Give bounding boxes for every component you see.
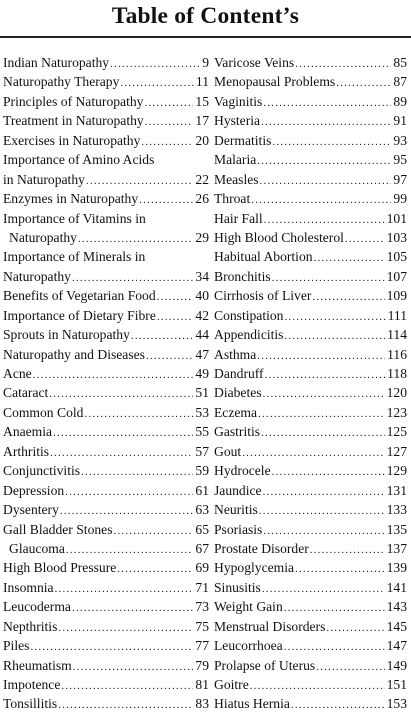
toc-entry-title: Insomnia [3, 579, 54, 595]
toc-entry-title: Glaucoma [9, 540, 65, 556]
toc-leader-dots [251, 191, 391, 210]
toc-page-number: 127 [386, 443, 407, 459]
toc-entry-title: Gout [214, 443, 242, 459]
toc-entry [214, 636, 407, 655]
toc-leader-dots [336, 74, 391, 93]
toc-entry [3, 422, 209, 441]
toc-entry-title: Asthma [214, 346, 257, 362]
toc-page-number: 99 [393, 191, 407, 207]
toc-page-number: 125 [386, 424, 407, 440]
toc-entry-title-cont: Naturopathy [9, 229, 77, 245]
toc-entry [3, 209, 209, 248]
toc-entry-title: Treatment in Naturopathy [3, 113, 144, 129]
toc-leader-dots [272, 463, 385, 482]
toc-entry-title: Dermatitis [214, 132, 272, 148]
toc-page-number: 71 [195, 579, 209, 595]
toc-entry [3, 150, 209, 189]
toc-entry [214, 461, 407, 480]
toc-entry [214, 656, 407, 675]
toc-entry-title: Weight Gain [214, 599, 283, 615]
toc-entry [214, 403, 407, 422]
toc-entry [214, 481, 407, 500]
toc-left-column [3, 53, 209, 714]
toc-page-number: 139 [386, 560, 407, 576]
toc-entry [214, 53, 407, 72]
toc-leader-dots [117, 560, 193, 579]
toc-right-column [214, 53, 407, 714]
toc-leader-dots [345, 230, 385, 249]
toc-entry [3, 461, 209, 480]
toc-entry [3, 345, 209, 364]
toc-entry-title: Hair Fall [214, 210, 263, 226]
toc-leader-dots [312, 288, 384, 307]
toc-entry-title: Prostate Disorder [214, 540, 309, 556]
toc-entry-title-cont: in Naturopathy [3, 171, 85, 187]
toc-page-number: 15 [195, 93, 209, 109]
toc-entry-title: Indian Naturopathy [3, 55, 110, 70]
toc-leader-dots [157, 288, 194, 307]
toc-leader-dots [263, 385, 385, 404]
toc-entry [214, 228, 407, 247]
toc-entry-title: Gastritis [214, 424, 261, 440]
toc-leader-dots [65, 483, 193, 502]
toc-entry [214, 170, 407, 189]
toc-page-number: 129 [386, 463, 407, 479]
toc-entry-title: Exercises in Naturopathy [3, 132, 141, 148]
toc-page-number: 51 [195, 385, 209, 401]
toc-entry-title: Arthritis [3, 443, 50, 459]
toc-entry-title: Importance of Minerals in [3, 249, 146, 265]
toc-page-number: 109 [386, 288, 407, 304]
toc-entry-title: Sprouts in Naturopathy [3, 327, 130, 343]
toc-page-number: 120 [386, 385, 407, 401]
toc-entry-title: Constipation [214, 307, 284, 323]
toc-entry [214, 422, 407, 441]
toc-entry [214, 131, 407, 150]
toc-leader-dots [265, 366, 386, 385]
toc-entry-title: Jaundice [214, 482, 262, 498]
toc-entry-title: Cataract [3, 385, 49, 401]
toc-entry-title: Naturopathy and Diseases [3, 346, 145, 362]
toc-page-number: 107 [386, 268, 407, 284]
toc-page-number: 79 [195, 657, 209, 673]
toc-page-number: 143 [386, 599, 407, 615]
toc-page-number: 22 [195, 171, 209, 187]
toc-entry-title: Menstrual Disorders [214, 618, 326, 634]
toc-page-number: 83 [195, 696, 209, 712]
toc-page-number: 114 [387, 327, 407, 343]
toc-page-number: 49 [195, 366, 209, 382]
toc-page-number: 91 [393, 113, 407, 129]
toc-entry-title: Rheumatism [3, 657, 72, 673]
toc-page-number: 44 [195, 327, 209, 343]
toc-entry [214, 267, 407, 286]
toc-entry [3, 53, 209, 72]
toc-page-number: 153 [386, 696, 407, 712]
toc-page-number: 63 [195, 502, 209, 518]
toc-entry [3, 694, 209, 713]
toc-page-number: 93 [393, 132, 407, 148]
toc-page-number: 77 [195, 638, 209, 654]
toc-leader-dots [258, 405, 385, 424]
toc-entry-title: Menopausal Problems [214, 74, 336, 90]
toc-entry [3, 247, 209, 286]
toc-entry [3, 539, 209, 558]
toc-leader-dots [58, 696, 193, 715]
toc-leader-dots [84, 405, 193, 424]
toc-entry-title: Prolapse of Uterus [214, 657, 316, 673]
toc-entry [3, 636, 209, 655]
toc-entry [3, 558, 209, 577]
toc-entry [3, 364, 209, 383]
page-title: Table of Content’s [111, 3, 300, 29]
toc-page-number: 67 [195, 540, 209, 556]
toc-leader-dots [295, 560, 385, 579]
toc-page-number: 131 [386, 482, 407, 498]
toc-entry-line [3, 267, 209, 286]
toc-page-number: 87 [393, 74, 407, 90]
toc-entry [3, 520, 209, 539]
toc-entry [3, 286, 209, 305]
toc-entry-title: Acne [3, 366, 32, 382]
toc-page-number: 89 [393, 93, 407, 109]
toc-page-number: 141 [386, 579, 407, 595]
toc-entry [3, 656, 209, 675]
toc-entry [214, 189, 407, 208]
toc-entry-line [3, 170, 209, 189]
toc-entry-title: Leucorrhoea [214, 638, 283, 654]
toc-leader-dots [272, 133, 391, 152]
toc-leader-dots [114, 522, 194, 541]
toc-leader-dots [61, 677, 193, 696]
toc-leader-dots [314, 249, 385, 268]
toc-page-number: 85 [393, 55, 407, 70]
toc-page-number: 9 [202, 55, 209, 70]
toc-entry [3, 72, 209, 91]
toc-entry [214, 345, 407, 364]
toc-entry [3, 442, 209, 461]
toc-page-number: 133 [386, 502, 407, 518]
toc-leader-dots [110, 55, 200, 74]
toc-entry-title: Piles [3, 638, 30, 654]
toc-page-number: 59 [195, 463, 209, 479]
toc-entry [3, 325, 209, 344]
toc-leader-dots [291, 696, 385, 715]
toc-entry-title: Dysentery [3, 502, 59, 518]
toc-leader-dots [157, 308, 194, 327]
toc-entry-title: Eczema [214, 404, 258, 420]
toc-entry [214, 597, 407, 616]
toc-page-number: 11 [195, 74, 209, 90]
toc-page-number: 20 [195, 132, 209, 148]
toc-entry-title: Psoriasis [214, 521, 263, 537]
toc-entry [214, 520, 407, 539]
toc-leader-dots [310, 541, 385, 560]
toc-entry-title: Enzymes in Naturopathy [3, 191, 139, 207]
toc-entry [3, 481, 209, 500]
toc-entry-title: Measles [214, 171, 259, 187]
toc-entry-title: Conjunctivitis [3, 463, 81, 479]
toc-entry-title: Sinusitis [214, 579, 261, 595]
toc-page-number: 40 [195, 288, 209, 304]
toc-page-number: 47 [195, 346, 209, 362]
toc-leader-dots [58, 619, 193, 638]
toc-page-number: 73 [195, 599, 209, 615]
toc-entry-title: Importance of Vitamins in [3, 210, 146, 226]
toc-page-number: 123 [386, 404, 407, 420]
toc-entry [3, 189, 209, 208]
toc-entry-title: Importance of Dietary Fibre [3, 307, 156, 323]
toc-entry-title: High Blood Pressure [3, 560, 117, 576]
toc-leader-dots [263, 483, 385, 502]
toc-entry-title: Benefits of Vegetarian Food [3, 288, 156, 304]
toc-entry-title: Anaemia [3, 424, 53, 440]
toc-leader-dots [326, 619, 384, 638]
toc-entry [3, 306, 209, 325]
toc-entry [214, 578, 407, 597]
toc-page-number: 95 [393, 152, 407, 168]
toc-leader-dots [263, 94, 391, 113]
toc-leader-dots [145, 113, 194, 132]
toc-leader-dots [284, 327, 385, 346]
toc-entry-title: Diabetes [214, 385, 262, 401]
toc-leader-dots [72, 599, 193, 618]
toc-entry-title: Malaria [214, 152, 257, 168]
toc-entry [214, 92, 407, 111]
toc-entry-title: High Blood Cholesterol [214, 229, 344, 245]
toc-entry-title: Nepthritis [3, 618, 58, 634]
toc-entry [214, 111, 407, 130]
toc-entry [214, 539, 407, 558]
toc-page-number: 55 [195, 424, 209, 440]
toc-entry [214, 72, 407, 91]
toc-page-number: 149 [386, 657, 407, 673]
toc-page-number: 34 [195, 268, 209, 284]
toc-leader-dots [257, 347, 385, 366]
toc-entry [3, 500, 209, 519]
toc-entry [3, 617, 209, 636]
toc-entry-line [3, 228, 209, 247]
toc-entry [3, 597, 209, 616]
toc-entry-title: Bronchitis [214, 268, 271, 284]
toc-entry-title: Leucoderma [3, 599, 71, 615]
toc-entry-title: Goitre [214, 677, 249, 692]
toc-entry [214, 442, 407, 461]
toc-entry-title: Impotence [3, 677, 61, 693]
toc-entry-title: Hiatus Hernia [214, 696, 290, 712]
toc-entry [214, 325, 407, 344]
toc-page-number: 135 [386, 521, 407, 537]
toc-leader-dots [261, 424, 385, 443]
toc-page-number: 42 [195, 307, 209, 323]
toc-entry-title-cont: Naturopathy [3, 268, 71, 284]
toc-entry [3, 383, 209, 402]
toc-entry-title: Gall Bladder Stones [3, 521, 113, 537]
toc-leader-dots [316, 658, 384, 677]
toc-page-number: 81 [195, 677, 209, 693]
toc-entry-title: Dandruff [214, 366, 264, 381]
toc-entry-title: Hysteria [214, 113, 261, 129]
toc-entry-title: Vaginitis [214, 93, 263, 109]
toc-leader-dots [81, 463, 193, 482]
toc-leader-dots [260, 172, 392, 191]
toc-entry [3, 403, 209, 422]
toc-page-number: 17 [195, 113, 209, 129]
toc-entry [214, 500, 407, 519]
toc-entry-title: Importance of Amino Acids [3, 152, 155, 168]
toc-page-number: 26 [195, 191, 209, 207]
toc-entry-title: Hydrocele [214, 463, 271, 479]
toc-entry-title: Appendicitis [214, 327, 284, 343]
toc-entry [214, 558, 407, 577]
toc-leader-dots [284, 308, 385, 327]
toc-page-number: 118 [387, 366, 407, 381]
toc-page-number: 29 [195, 229, 209, 245]
toc-page-number: 69 [195, 560, 209, 576]
toc-entry [214, 675, 407, 694]
toc-entry [214, 383, 407, 402]
toc-entry [214, 617, 407, 636]
toc-leader-dots [55, 580, 194, 599]
toc-entry [214, 209, 407, 228]
toc-entry-title: Throat [214, 191, 251, 207]
toc-leader-dots [261, 113, 391, 132]
toc-entry [3, 675, 209, 694]
toc-entry [214, 364, 407, 383]
toc-entry-title: Naturopathy Therapy [3, 74, 120, 90]
toc-entry [3, 131, 209, 150]
toc-page-number: 111 [387, 307, 407, 323]
toc-leader-dots [73, 658, 194, 677]
toc-page-number: 116 [387, 346, 407, 362]
title-divider [0, 36, 411, 38]
toc-page-number: 75 [195, 618, 209, 634]
toc-page-number: 65 [195, 521, 209, 537]
toc-entry [3, 111, 209, 130]
toc-leader-dots [144, 94, 193, 113]
toc-page-number: 137 [386, 540, 407, 556]
toc-page-number: 97 [393, 171, 407, 187]
toc-page-number: 145 [386, 618, 407, 634]
toc-entry-title: Cirrhosis of Liver [214, 288, 312, 304]
toc-leader-dots [53, 424, 193, 443]
toc-leader-dots [257, 152, 391, 171]
toc-page-number: 105 [386, 249, 407, 265]
toc-entry [214, 247, 407, 266]
toc-entry-title: Hypoglycemia [214, 560, 295, 576]
toc-page-number: 151 [386, 677, 407, 692]
toc-entry [3, 578, 209, 597]
toc-entry [214, 694, 407, 713]
toc-leader-dots [146, 347, 193, 366]
toc-entry-title: Common Cold [3, 404, 84, 420]
toc-page-number: 147 [386, 638, 407, 654]
toc-page-number: 53 [195, 404, 209, 420]
toc-entry-title: Habitual Abortion [214, 249, 313, 265]
toc-leader-dots [33, 366, 194, 385]
toc-page-number: 57 [195, 443, 209, 459]
toc-entry-title: Varicose Veins [214, 55, 295, 70]
toc-entry-title: Principles of Naturopathy [3, 93, 144, 109]
toc-leader-dots [259, 502, 385, 521]
toc-entry [214, 306, 407, 325]
toc-entry-title: Neuritis [214, 502, 258, 518]
toc-entry-title: Tonsillitis [3, 696, 58, 712]
toc-entry [214, 150, 407, 169]
toc-page-number: 101 [386, 210, 407, 226]
toc-entry [3, 92, 209, 111]
toc-entry [214, 286, 407, 305]
toc-page-number: 61 [195, 482, 209, 498]
toc-page-number: 103 [386, 229, 407, 245]
toc-entry-title: Depression [3, 482, 65, 498]
